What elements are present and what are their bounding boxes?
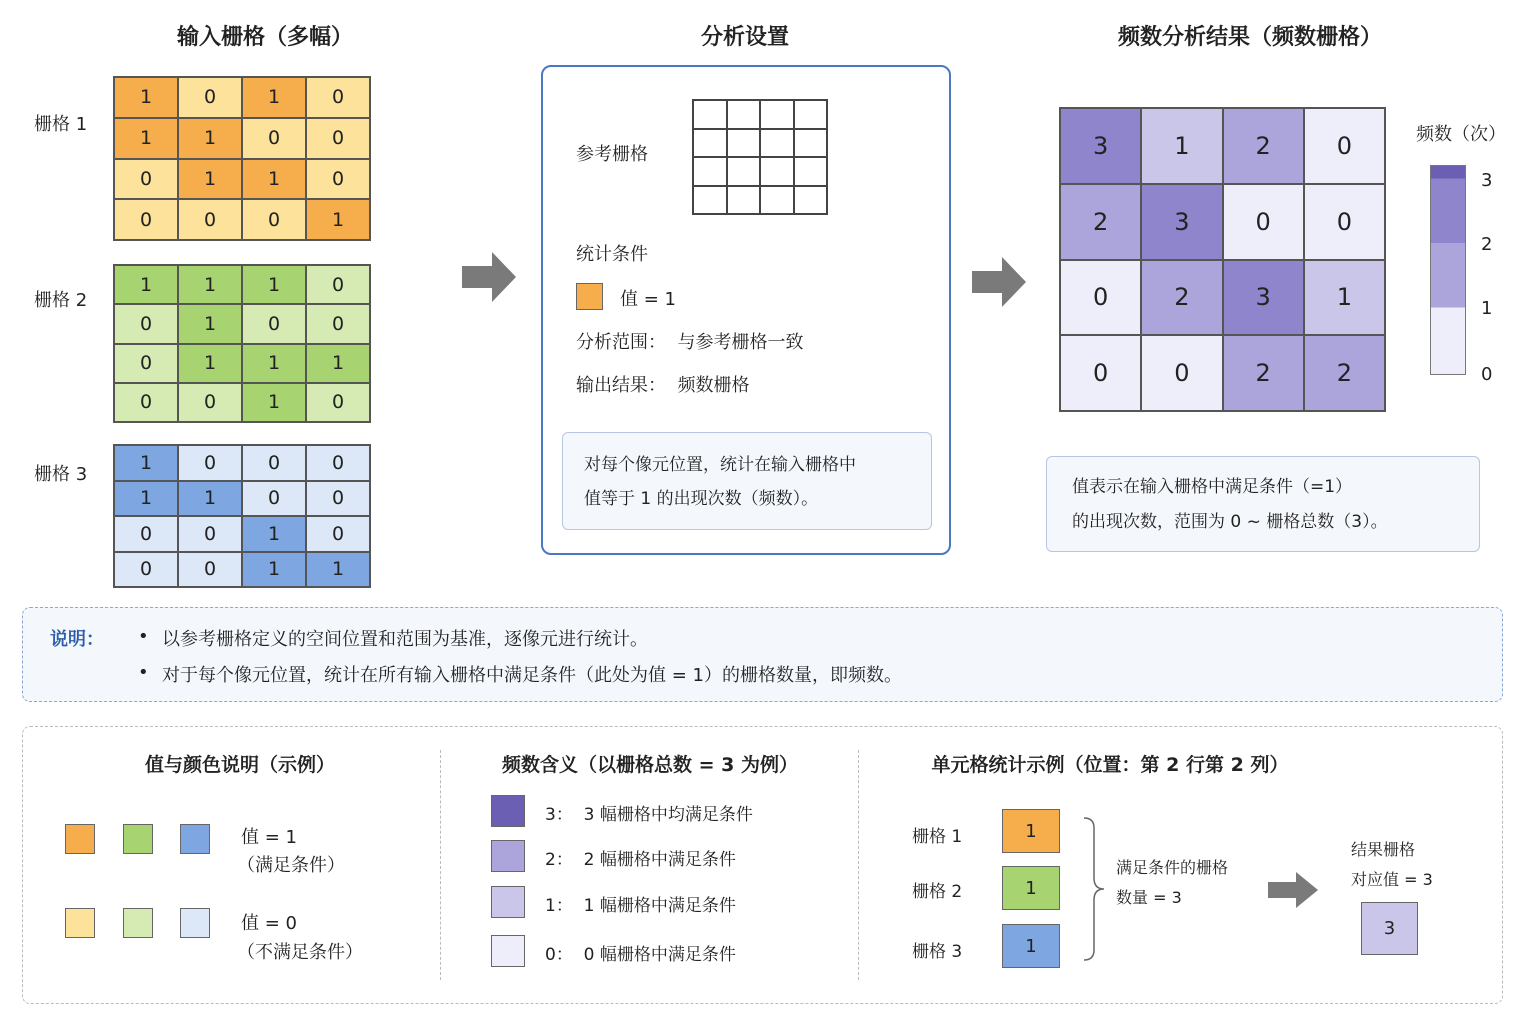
reference-cell	[727, 157, 761, 186]
raster-cell: 1	[114, 445, 178, 481]
raster-cell: 0	[114, 516, 178, 552]
value-one-text: 值 = 1	[241, 827, 297, 848]
result-note-line1: 值表示在输入栅格中满足条件（=1）	[1072, 477, 1353, 497]
result-cell: 0	[1304, 184, 1385, 260]
value-zero-swatch-orange	[65, 908, 95, 938]
raster-cell: 1	[242, 552, 306, 588]
reference-cell	[794, 186, 828, 215]
raster-cell: 0	[242, 118, 306, 159]
raster-cell: 1	[178, 265, 242, 304]
legend-tick-3: 3	[1481, 170, 1493, 191]
settings-title: 分析设置	[700, 25, 789, 50]
reference-cell	[693, 129, 727, 158]
raster-cell: 0	[178, 77, 242, 118]
condition-label: 统计条件	[576, 244, 648, 265]
settings-note-line1: 对每个像元位置，统计在输入栅格中	[584, 455, 856, 475]
reference-cell	[760, 186, 794, 215]
result-cell: 0	[1304, 108, 1385, 184]
result-cell: 0	[1141, 335, 1222, 411]
cell-example-raster-2-label: 栅格 2	[912, 882, 963, 902]
bullet-dot: •	[138, 662, 149, 683]
cell-example-raster-3-value	[1002, 924, 1060, 968]
raster-cell: 1	[178, 159, 242, 200]
result-cell: 3	[1141, 184, 1222, 260]
raster-cell: 0	[306, 383, 370, 422]
value-one-swatch-orange	[65, 824, 95, 854]
result-cell: 2	[1223, 335, 1304, 411]
legend-tick-0: 0	[1481, 364, 1493, 385]
raster-cell: 0	[178, 199, 242, 240]
raster-cell: 0	[306, 118, 370, 159]
raster-cell: 0	[306, 77, 370, 118]
reference-cell	[760, 100, 794, 129]
cell-example-raster-3-label: 栅格 3	[912, 942, 963, 962]
raster-cell: 1	[306, 199, 370, 240]
raster-cell: 1	[178, 304, 242, 343]
analysis-range-text: 分析范围： 与参考栅格一致	[576, 332, 804, 353]
explanation-box	[22, 607, 1503, 702]
result-note-line2: 的出现次数，范围为 0 ~ 栅格总数（3）。	[1072, 512, 1388, 532]
condition-color-swatch	[576, 283, 603, 310]
raster-3-label: 栅格 3	[34, 464, 88, 485]
result-cell: 1	[1304, 260, 1385, 336]
freq-1-text: 1： 1 幅栅格中满足条件	[545, 896, 736, 916]
raster-cell: 0	[114, 159, 178, 200]
result-cell: 3	[1223, 260, 1304, 336]
legend-tick-1: 1	[1481, 298, 1493, 319]
freq-0-swatch	[491, 935, 525, 967]
result-text-line2: 对应值 = 3	[1351, 870, 1433, 889]
result-cell: 2	[1304, 335, 1385, 411]
raster-cell: 1	[178, 118, 242, 159]
arrow-right-icon	[970, 255, 1028, 309]
raster-cell: 0	[114, 304, 178, 343]
raster-cell: 1	[242, 265, 306, 304]
raster-cell: 0	[306, 159, 370, 200]
raster-cell: 0	[114, 344, 178, 383]
reference-cell	[794, 100, 828, 129]
freq-2-swatch	[491, 840, 525, 872]
raster-cell: 0	[114, 199, 178, 240]
reference-raster-label: 参考栅格	[576, 144, 648, 165]
raster-3-grid	[113, 444, 371, 588]
reference-cell	[693, 186, 727, 215]
raster-cell: 1	[114, 481, 178, 517]
cell-example-raster-2-value	[1002, 866, 1060, 910]
value-zero-text: 值 = 0	[241, 913, 297, 934]
raster-cell: 0	[242, 445, 306, 481]
raster-1-label: 栅格 1	[34, 114, 88, 135]
result-cell: 2	[1060, 184, 1141, 260]
value-one-swatch-blue	[180, 824, 210, 854]
cell-example-raster-1-label: 栅格 1	[912, 827, 963, 847]
value-zero-swatch-green	[123, 908, 153, 938]
raster-cell: 0	[242, 199, 306, 240]
result-cell: 1	[1141, 108, 1222, 184]
settings-note-line2: 值等于 1 的出现次数（频数）。	[584, 489, 819, 509]
freq-meaning-title: 频数含义（以栅格总数 = 3 为例）	[502, 754, 798, 776]
arrow-right-icon	[1266, 870, 1320, 910]
raster-cell: 0	[114, 383, 178, 422]
raster-2-label: 栅格 2	[34, 290, 88, 311]
raster-cell: 1	[178, 344, 242, 383]
result-cell: 2	[1141, 260, 1222, 336]
value-zero-swatch-blue	[180, 908, 210, 938]
raster-cell: 1	[306, 552, 370, 588]
cell-example-title: 单元格统计示例（位置：第 2 行第 2 列）	[931, 754, 1289, 776]
raster-cell: 1	[242, 516, 306, 552]
freq-0-text: 0： 0 幅栅格中满足条件	[545, 945, 736, 965]
raster-cell: 0	[242, 304, 306, 343]
input-title: 输入栅格（多幅）	[176, 25, 353, 50]
raster-cell: 0	[306, 481, 370, 517]
raster-cell: 1	[242, 77, 306, 118]
cell-example-result-value-text: 3	[1383, 918, 1396, 939]
raster-cell: 1	[114, 118, 178, 159]
legend-divider	[440, 750, 441, 980]
output-result-text: 输出结果： 频数栅格	[576, 375, 750, 396]
explanation-bullet-2: 对于每个像元位置，统计在所有输入栅格中满足条件（此处为值 = 1）的栅格数量，即频数。	[162, 665, 902, 686]
brace-icon	[1080, 816, 1106, 962]
value-zero-desc: （不满足条件）	[237, 942, 363, 963]
frequency-result-grid	[1059, 107, 1386, 412]
raster-cell: 0	[306, 265, 370, 304]
cell-example-raster-3-value-text: 1	[1025, 935, 1037, 957]
freq-2-text: 2： 2 幅栅格中满足条件	[545, 850, 736, 870]
cell-example-result-value	[1361, 902, 1418, 955]
raster-cell: 1	[242, 159, 306, 200]
result-text-line1: 结果栅格	[1351, 840, 1416, 859]
reference-cell	[760, 129, 794, 158]
raster-cell: 1	[306, 344, 370, 383]
result-cell: 2	[1223, 108, 1304, 184]
legend-title: 频数（次）	[1416, 124, 1506, 145]
brace-text-line2: 数量 = 3	[1116, 888, 1182, 907]
reference-cell	[727, 100, 761, 129]
raster-1-grid	[113, 76, 371, 241]
result-cell: 0	[1060, 260, 1141, 336]
result-title: 频数分析结果（频数栅格）	[1117, 25, 1382, 50]
reference-cell	[727, 186, 761, 215]
value-one-desc: （满足条件）	[237, 855, 345, 876]
reference-cell	[760, 157, 794, 186]
freq-3-swatch	[491, 795, 525, 827]
reference-cell	[693, 100, 727, 129]
raster-cell: 1	[242, 344, 306, 383]
raster-cell: 0	[114, 552, 178, 588]
cell-example-raster-1-value-text: 1	[1025, 820, 1037, 842]
result-cell: 0	[1223, 184, 1304, 260]
raster-cell: 0	[306, 445, 370, 481]
raster-cell: 0	[306, 516, 370, 552]
raster-cell: 1	[242, 383, 306, 422]
cell-example-raster-2-value-text: 1	[1025, 877, 1037, 899]
explanation-bullet-1: 以参考栅格定义的空间位置和范围为基准，逐像元进行统计。	[162, 629, 648, 650]
legend-tick-2: 2	[1481, 234, 1493, 255]
reference-raster-grid	[692, 99, 828, 215]
result-cell: 3	[1060, 108, 1141, 184]
condition-value: 值 = 1	[620, 289, 676, 310]
reference-cell	[794, 157, 828, 186]
raster-cell: 0	[242, 481, 306, 517]
raster-2-grid	[113, 264, 371, 423]
raster-cell: 0	[178, 516, 242, 552]
bullet-dot: •	[138, 626, 149, 647]
raster-cell: 0	[306, 304, 370, 343]
freq-3-text: 3： 3 幅栅格中均满足条件	[545, 805, 753, 825]
raster-cell: 0	[178, 445, 242, 481]
brace-text-line1: 满足条件的栅格	[1116, 858, 1229, 877]
result-cell: 0	[1060, 335, 1141, 411]
arrow-right-icon	[460, 250, 518, 304]
freq-1-swatch	[491, 886, 525, 918]
raster-cell: 0	[178, 552, 242, 588]
frequency-color-ramp	[1430, 165, 1466, 375]
reference-cell	[794, 129, 828, 158]
legend-divider	[858, 750, 859, 980]
raster-cell: 1	[114, 77, 178, 118]
value-legend-title: 值与颜色说明（示例）	[144, 754, 335, 776]
value-one-swatch-green	[123, 824, 153, 854]
explanation-label: 说明：	[50, 629, 104, 650]
raster-cell: 1	[114, 265, 178, 304]
cell-example-raster-1-value	[1002, 809, 1060, 853]
reference-cell	[727, 129, 761, 158]
raster-cell: 0	[178, 383, 242, 422]
raster-cell: 1	[178, 481, 242, 517]
reference-cell	[693, 157, 727, 186]
